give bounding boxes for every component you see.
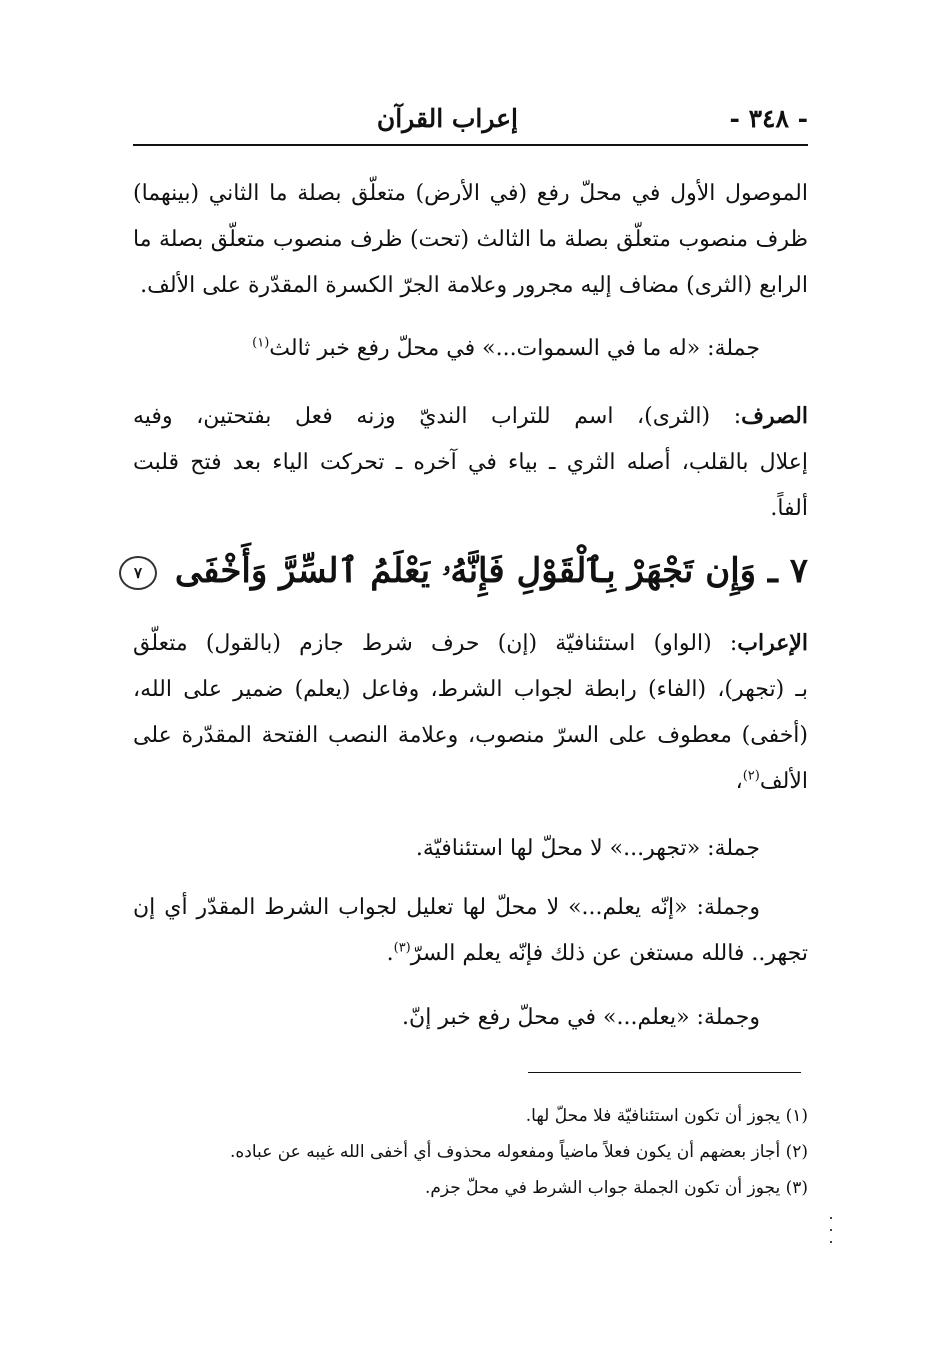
text-line (133, 931, 808, 977)
header-rule (133, 144, 808, 146)
sarf-text: : (الثرى)، اسم للتراب النديّ وزنه فعل بفتحتين، وفيه (133, 404, 742, 429)
paragraph-sarf (133, 393, 808, 532)
text-line: الموصول الأول في محلّ رفع (في الأرض) متعلّق بصلة ما الثاني (بينهما) (133, 181, 808, 206)
text-line: وجملة: «يعلم...» في محلّ رفع خبر إنّ. (402, 1005, 760, 1030)
footnote-ref: (٢) (742, 768, 760, 784)
footnote-rule (528, 1072, 801, 1073)
jumla-tajhar (133, 826, 808, 872)
paragraph-irab (133, 620, 808, 805)
footnotes (170, 1098, 808, 1206)
page-header (133, 98, 808, 142)
text-line: (أخفى) معطوف على السرّ منصوب، وعلامة النصب الفتحة المقدّرة على (133, 723, 808, 748)
text-line: بـ (تجهر)، (الفاء) رابطة لجواب الشرط، وفاعل (يعلم) ضمير على الله، (133, 677, 808, 702)
footnote-3: (٣) يجوز أن تكون الجملة جواب الشرط في محلّ جزم. (424, 1178, 808, 1198)
ayah-end-marker: ٧ (119, 556, 157, 590)
footnote-ref: (١) (252, 335, 270, 351)
text-line (133, 393, 808, 440)
page-number: - ٣٤٨ - (729, 104, 808, 133)
text-line: ألفاً. (770, 496, 808, 521)
text-line: جملة: «تجهر...» لا محلّ لها استئنافيّة. (415, 836, 760, 861)
verse-text: وَإِن تَجْهَرْ بِٱلْقَوْلِ فَإِنَّهُۥ يَعْلَمُ ٱلسِّرَّ وَأَخْفَى (174, 551, 757, 591)
quran-verse (133, 536, 808, 606)
jumla-lahu-ma (133, 326, 808, 372)
text-line: وجملة: «إنّه يعلم...» لا محلّ لها تعليل لجواب الشرط المقدّر أي إن (133, 895, 760, 920)
text-line (133, 326, 808, 372)
text-line (133, 759, 808, 805)
scan-artifact (828, 1217, 832, 1247)
sarf-label: الصرف (741, 403, 808, 429)
text-line (133, 620, 808, 667)
jumla-text: جملة: «له ما في السموات...» في محلّ رفع خبر ثالث (269, 336, 760, 361)
text-line: إعلال بالقلب، أصله الثري ـ بياء في آخره ـ تحركت الياء بعد فتح قلبت (133, 450, 808, 475)
jumla-yalamu (133, 995, 808, 1041)
irab-text: : (الواو) استئنافيّة (إن) حرف شرط جازم (بالقول) متعلّق (133, 631, 738, 656)
verse-number: ٧ ـ (767, 551, 808, 591)
text-line: ظرف منصوب متعلّق بصلة ما الثالث (تحت) ظرف منصوب متعلّق بصلة ما (133, 227, 808, 252)
irab-label: الإعراب (737, 630, 808, 656)
footnote-1: (١) يجوز أن تكون استئنافيّة فلا محلّ لها. (525, 1106, 808, 1126)
irab-last: الألف (759, 769, 808, 794)
footnote-ref: (٣) (393, 940, 411, 956)
text-line: الرابع (الثرى) مضاف إليه مجرور وعلامة الجرّ الكسرة المقدّرة على الألف. (140, 273, 808, 298)
irab-end: ، (735, 769, 743, 794)
footnote-2: (٢) أجاز بعضهم أن يكون فعلاً ماضياً ومفعوله محذوف أي أخفى الله غيبه عن عباده. (230, 1142, 808, 1162)
jumla-innahu (133, 885, 808, 977)
paragraph-mawsul (133, 171, 808, 309)
jumla3-end: . (386, 941, 394, 966)
running-title: إعراب القرآن (376, 104, 518, 133)
jumla3-text: تجهر.. فالله مستغن عن ذلك فإنّه يعلم السرّ (410, 941, 808, 966)
